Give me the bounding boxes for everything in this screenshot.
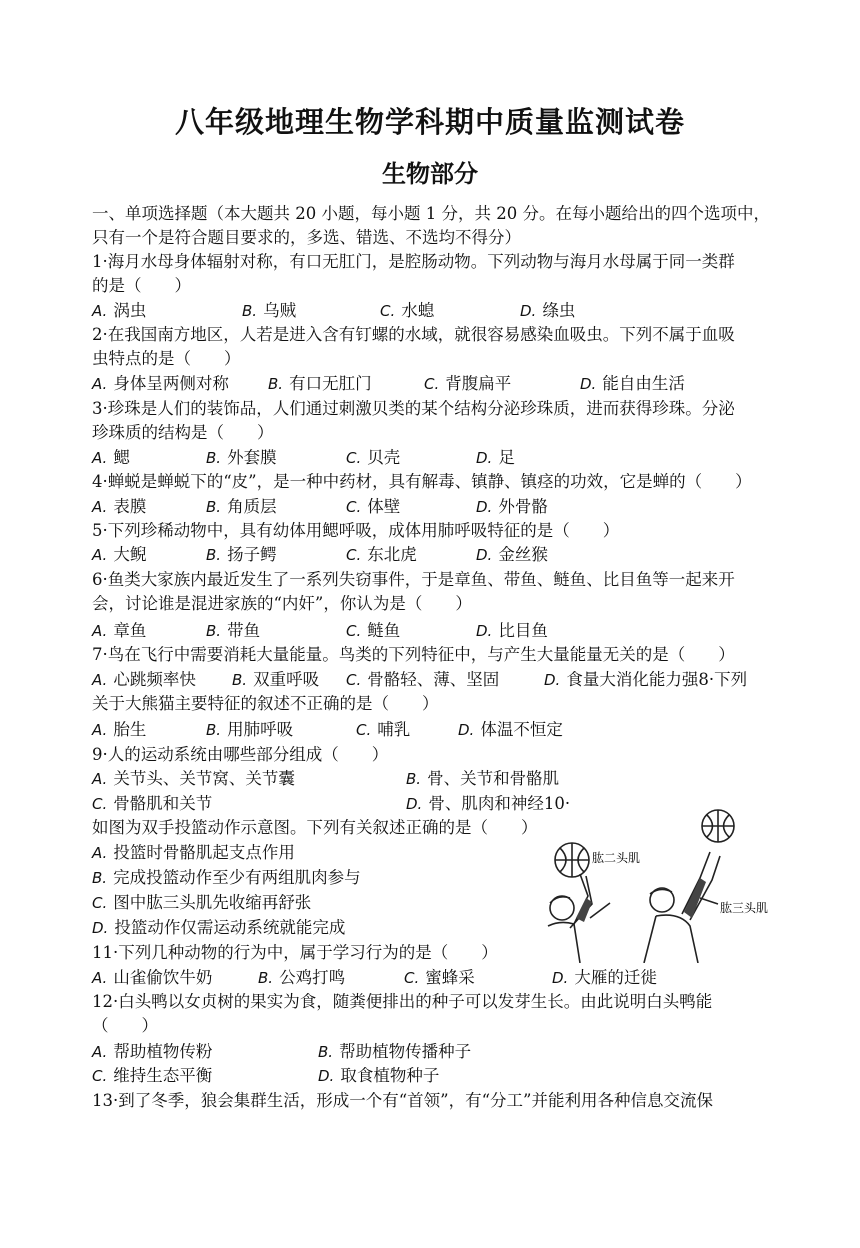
question-2-stem: 2·在我国南方地区，人若是进入含有钉螺的水域，就很容易感染血吸虫。下列不属于血吸 xyxy=(92,325,735,344)
question-6-stem-cont: 会，讨论谁是混进家族的“内奸”，你认为是（ ） xyxy=(92,594,472,613)
question-10-stem: 如图为双手投篮动作示意图。下列有关叙述正确的是（ ） xyxy=(92,818,538,837)
question-7-stem: 7·鸟在飞行中需要消耗大量能量。鸟类的下列特征中，与产生大量能量无关的是（ ） xyxy=(92,645,735,664)
question-10-option-c: C. 图中肱三头肌先收缩再舒张 xyxy=(92,893,312,912)
question-10-option-a: A. 投篮时骨骼肌起支点作用 xyxy=(92,843,295,862)
question-3-stem: 3·珍珠是人们的装饰品，人们通过刺激贝类的某个结构分泌珍珠质，进而获得珍珠。分泌 xyxy=(92,399,735,418)
question-5-stem: 5·下列珍稀动物中，具有幼体用鳃呼吸，成体用肺呼吸特征的是（ ） xyxy=(92,521,620,540)
question-6-stem: 6·鱼类大家族内最近发生了一系列失窃事件，于是章鱼、带鱼、鲢鱼、比目鱼等一起来开 xyxy=(92,570,735,589)
triceps-label: 肱三头肌 xyxy=(720,901,769,915)
question-1-stem: 1·海月水母身体辐射对称，有口无肛门，是腔肠动物。下列动物与海月水母属于同一类群 xyxy=(92,252,735,271)
question-3-stem-cont: 珍珠质的结构是（ ） xyxy=(92,423,274,442)
exam-page: 八年级地理生物学科期中质量监测试卷 生物部分 一、单项选择题（本大题共 20 小题，每小题 1 分，共 20 分。在每小题给出的四个选项中， 只有一个是符合题目要求的，多选、错选、不选均不得分） 1·海月水母身体辐射对称，有口无肛门，是腔肠动物。下列动物与海月水母属于同一类群 的是（ ） A. 涡虫 B. 乌贼 C. 水螅 D. 绦虫 2·在我国南方地区，人若是进入含有钉螺的水域，就很容易感染血吸虫。下列不属于血吸 虫特点的是（ ） A. 身体呈两侧对称 B. 有口无肛门 C. 背腹扁平 D. 能自由生活 3·珍珠是人们的装饰品，人们通过刺激贝类的某个结构分泌珍珠质，进而获得珍珠。分泌 珍珠质的结构是（ ） A. 鳃 B. 外套膜 C. 贝壳 D. 足 4·蝉蜕是蝉蜕下的“皮”，是一种中药材，具有解毒、镇静、镇痉的功效，它是蝉的（ ） A. 表膜 B. 角质层 C. 体壁 D. 外骨骼 5·下列珍稀动物中，具有幼体用鳃呼吸，成体用肺呼吸特征的是（ ） A. 大鲵 B. 扬子鳄 C. 东北虎 D. 金丝猴 6·鱼类大家族内最近发生了一系列失窃事件，于是章鱼、带鱼、鲢鱼、比目鱼等一起来开 会，讨论谁是混进家族的“内奸”，你认为是（ ） A. 章鱼 B. 带鱼 C. 鲢鱼 D. 比目鱼 7·鸟在飞行中需要消耗大量能量。鸟类的下列特征中，与产生大量能量无关的是（ ） A. 心跳频率快 B. 双重呼吸 C. 骨骼轻、薄、坚固 D. 食量大消化能力强8·下列 关于大熊猫主要特征的叙述不正确的是（ ） A. 胎生 B. 用肺呼吸 C. 哺乳 D. 体温不恒定 9·人的运动系统由哪些部分组成（ ） A. 关节头、关节窝、关节囊 B. 骨、关节和骨骼肌 C. 骨骼肌和关节 D. 骨、肌肉和神经10· 如图为双手投篮动作示意图。下列有关叙述正确的是（ ） A. 投篮时骨骼肌起支点作用 B. 完成投篮动作至少有两组肌肉参与 C. 图中肱三头肌先收缩再舒张 D. 投篮动作仅需运动系统就能完成 肱二头肌 肱三头肌 11·下列几种动物的行为中，属于学习行为的是（ ） A. 山雀偷饮牛奶 B. 公鸡打鸣 C. 蜜蜂采 D. 大雁的迁徙 12·白头鸭以女贞树的果实为食，随粪便排出的种子可以发芽生长。由此说明白头鸭能 （ ） A. 帮助植物传粉 B. 帮助植物传播种子 C. 维持生态平衡 D. 取食植物种子 13·到了冬季，狼会集群生活，形成一个有“首领”，有“分工”并能利用各种信息交流保 xyxy=(0,0,860,1248)
question-12-stem: 12·白头鸭以女贞树的果实为食，随粪便排出的种子可以发芽生长。由此说明白头鸭能 xyxy=(92,992,713,1011)
section-instructions-cont: 只有一个是符合题目要求的，多选、错选、不选均不得分） xyxy=(92,228,521,247)
biceps-label: 肱二头肌 xyxy=(592,851,641,865)
section-instructions: 一、单项选择题（本大题共 20 小题，每小题 1 分，共 20 分。在每小题给出的四个选项中， xyxy=(92,204,770,223)
page-title: 八年级地理生物学科期中质量监测试卷 xyxy=(174,105,685,139)
question-11-stem: 11·下列几种动物的行为中，属于学习行为的是（ ） xyxy=(92,943,498,962)
question-2-stem-cont: 虫特点的是（ ） xyxy=(92,349,241,368)
question-12-stem-cont: （ ） xyxy=(92,1016,158,1035)
question-10-option-d: D. 投篮动作仅需运动系统就能完成 xyxy=(92,918,346,937)
question-8-stem: 关于大熊猫主要特征的叙述不正确的是（ ） xyxy=(92,694,439,713)
question-10-option-b: B. 完成投篮动作至少有两组肌肉参与 xyxy=(92,868,361,887)
question-4-stem: 4·蝉蜕是蝉蜕下的“皮”，是一种中药材，具有解毒、镇静、镇痉的功效，它是蝉的（ ） xyxy=(92,472,752,491)
question-13-stem: 13·到了冬季，狼会集群生活，形成一个有“首领”，有“分工”并能利用各种信息交流保 xyxy=(92,1091,713,1110)
basketball-shooting-figure xyxy=(540,808,785,963)
question-1-stem-cont: 的是（ ） xyxy=(92,276,191,295)
section-subtitle: 生物部分 xyxy=(382,160,478,188)
question-9-stem: 9·人的运动系统由哪些部分组成（ ） xyxy=(92,745,389,764)
